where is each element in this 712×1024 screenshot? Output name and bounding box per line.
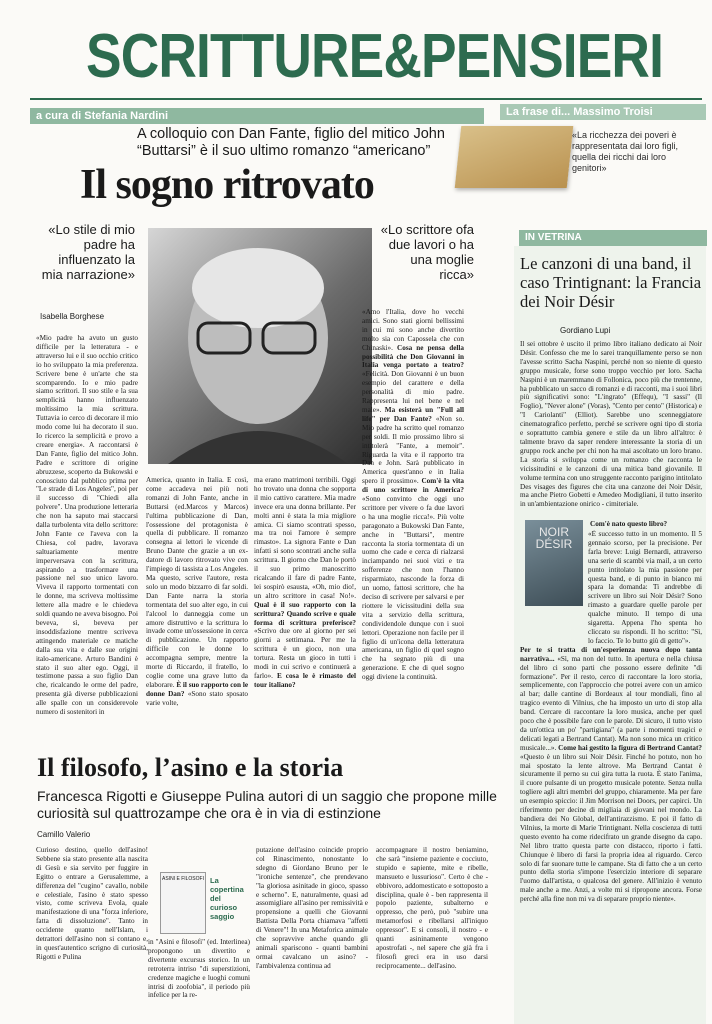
main-col-2-answer: «Sono stato sposato varie volte,	[146, 689, 248, 707]
main-col-1-text: «Mio padre ha avuto un gusto difficile per la letteratura - e attraverso lui e il suo occhio critico io ho sviluppato la mia preferenza. Scrivere bene è un'arte che sta scomparendo. Io e mio padre siamo scrittori. Il suo stile e la sua semplicità hanno influenzato moltissimo la mia scrittura. Tuttavia io cerco di decorare il mio modo come lui ha decorato il suo. Io ricerco la semplicità e provo a creare energia». A raccontarsi è Dan Fante, figlio del mitico John. Padre e scrittore di origine abruzzese, scoperto da Bukowski e conosciuto dal pubblico prima per "Le strade di Los Angeles", poi per il successo di "Chiedi alla polvere". Una produzione letteraria che non ha saputo mai staccarsi dalla turbolenta vita dello scrittore: John Fante ce l'aveva con la Chiesa, col padre, lavorava saltuariamente mentre imperversava con la scrittura, aspirando a trasformare una passione nel suo unico lavoro. Viveva il rapporto tormentati con le donne, ma scriveva moltissime lettere alla madre e le chiedeva soldi quando ne aveva bisogno. Poi beveva, sì, beveva per insoddisfazione mentre scriveva attingendo materiale ce matiche dalla sua vita e dalle sue origini italo-americane. Arturo Bandini è stato il suo alter ego. Oggi, il testimone passa a suo figlio Dan che, ricalcando le orme del padre, presenta già diverse pubblicazioni alle spalle con un considerevole numero di sostenitori in	[36, 334, 138, 717]
main-col-4-question-1: Cosa ne pensa della possibilità che Don Giovanni in Italia venga portato a teatro?	[362, 343, 464, 370]
main-col-3-question-1: Qual è il suo rapporto con la scrittura? Quando scrive e quale forma di scrittura preferisce?	[254, 600, 356, 627]
vetrina-label: IN VETRINA	[519, 230, 707, 246]
main-col-1	[36, 334, 138, 746]
vetrina-answer-3: «Questo è un libro sui Noir Désir. Finché ho potuto, non ho mai spostato la lente altrove. Ma Bertrand Cantat è sicuramente il perno su cui gira tutta la ruota. È stato l'anima, il cuore pulsante di un progetto musicale potente. Senza nulla togliere agli altri membri del gruppo, chiaramente. Ma per fare un esempio spiccio: il Jim Morrison nei Doors, per capirci. Un riferimento per decine di migliaia di giovani nel mondo. La bandiera dei No Global, dell'antirazzismo. E poi il fatto di Vilnius, la morte di Marie Trintignant. Nella coscienza di tutti questo evento ha come ridecifrato un grande disegno da capo. Nel libro tratto questa parte con distacco, riporto i fatti. Chiunque è libero di farsi la propria idea al riguardo. Cerco solo di far suonare tutte le campane. Sta di fatto che a un certo punto della storia s'impone l'esercizio interiore di separare l'uomo dall'artista, o qualcosa del genere. All'inizio è venuto male anche a me. Anzi, a volte mi si ripropone ancora. Forse perché alla fine non mi va di separare proprio niente».	[520, 752, 702, 904]
main-author: Isabella Borghese	[40, 312, 105, 321]
main-col-3-answer-1: «Scrivo due ore al giorno per sei giorni a settimana. Per me la scrittura è un gioco, non una tortura. Resta un gioco in tutti i modi in cui scrivo e continuerà a farlo».	[254, 627, 356, 680]
quote-left: «Lo stile di mio padre ha influenzato la mia narrazione»	[41, 222, 135, 282]
main-col-4-answer-3: «Sono convinto che oggi uno scrittore per vivere o fa due lavori o ha una moglie ricca!». Più volte paragonato a Bukowski Dan Fante, anche in "Buttarsi", mentre racconta la storia tormentata di un uomo che cade e cerca di rialzarsi inciampando nei suoi vizi e tra sofferenze che non l'hanno risparmiato, nasconde la forza di un uomo, fattosi scrittore, che ha deciso di scrivere per salvarsi e per riottere le vicissitudini della sua vita a servizio della scrittura, condividendole dunque con i suoi lettori. Operazione non facile per il figlio di un'icona della letteratura americana, un figlio di quel sogno che ha segnato più di una generazione. E che di quel sogno oggi diviene la continuità.	[362, 495, 464, 682]
main-col-4-answer-1: «Felicità. Don Giovanni è un buon esempio del carattere e della personalità di mio padre. Rappresenta lui nel bene e nel male».	[362, 370, 464, 414]
main-col-3-question-2: E cosa le è rimasto del tour italiano?	[254, 671, 356, 689]
main-col-4	[362, 308, 464, 746]
main-col-4-text: «Amo l'Italia, dove ho vecchi amici. Sono stati giorni bellissimi in cui mi sono anche divertito molto sia con Capossela che con Chinaski».	[362, 308, 464, 352]
main-col-2	[146, 476, 248, 746]
second-subhead: Francesca Rigotti e Giuseppe Pulina autori di un saggio che propone mille curiosità sul quattrozampe che ora è in via di estinzione	[37, 788, 497, 821]
main-col-2-question: È il suo rapporto con le donne Dan?	[146, 680, 248, 698]
portrait-photo	[148, 228, 372, 464]
vetrina-title: Le canzoni di una band, il caso Trintignant: la Francia dei Noir Désir	[520, 254, 702, 311]
main-col-3-text: ma erano matrimoni terribili. Oggi ho trovato una donna che sopporta il mio cattivo carattere. Mia madre invece era una donna brillante. Per molti anni è stata la mia migliore amica. Ci siamo scontrati spesso, ma tra noi l'amore è sempre rimasto». La signora Fante e Dan infatti si sono scontrati anche sulla scrittura. Il giorno che Dan le portò il suo primo manoscritto ricalcando il fare di padre Fante, lei sospirò esausta, «Oh, mio dio!, un altro scrittore in casa! No!».	[254, 476, 356, 600]
main-col-2-text: America, quanto in Italia. E così, come accadeva nei più noti romanzi di John Fante, anche in Buttarsi (ed.Marcos y Marcos) l'ultima pubblicazione di Dan, l'ossessione del protagonista è quella di pubblicare. Il romanzo consegna ai lettori le vicende di Bruno Dante che grazie a un ex-datore di lavoro ritrovato vive con l'impiego di tassista a Los Angeles. Ma questo, scrive l'autore, resta solo un modo bizzarro di far soldi. Dan Fante narra la storia tormentata del suo alter ego, in cui l'alcool lo danneggia come un amore distruttivo e la scrittura lo invade come un'ossessione in cerca di pubblicazione. Un rapporto difficile con le donne lo accompagna sempre, mentre la morte di Riccardo, il fratello, lo coglie come una grave lutto da elaborare.	[146, 476, 248, 689]
vetrina-body-text: Il sei ottobre è uscito il primo libro italiano dedicato ai Noir Désir. Confesso che me lo sarei tranquillamente perso se non l'avesse scritto Sacha Naspini, perché non so niente di questo gruppo musicale, forse sono troppo vecchio per loro. Sacha Naspini è un maremmano di Follonica, poco più che trentenne, ha pubblicato un sacco di romanzi e di racconti, ma i suoi libri più significativi sono: "L'ingrato" (Effequ), "I sassi" (Il Foglio), "Never alone" (Voras), "Cento per cento" (Historica) e "I Cariolanti" (Elliot). Sarebbe uno scenneggiatore cinematografico perfetto, perché se scrivere ogni tipo di storia e soprattutto cambia genere e stile da un libro all'altro: è talmente bravo da saper rendere interessante la storia di un gruppo rock anche per chi non ha mai ascoltato un loro brano. La storia si sviluppa come un romanzo che racconta le vicissitudini e le canzoni di una mitica band giovanile. Il volume termina con uno struggente racconto parigino intitolato Des visages des figures che cita una canzone dei Noir Désir, ma anche Pietro Gobetti e Amedeo Modigliani, il tutto inserito in un'ambientazione onirico - cimiteriale.	[520, 340, 702, 509]
book-cover: ASINI E FILOSOFI	[160, 872, 206, 934]
masthead: SCRITTURE&PENSIERI	[86, 22, 664, 91]
frase-text: «La ricchezza dei poveri è rappresentata dai loro figli, quella dei ricchi dai loro genitori»	[572, 130, 679, 173]
main-headline: Il sogno ritrovato	[80, 162, 374, 208]
vetrina-question-3: Come hai gestito la figura di Bertrand Cantat?	[558, 743, 702, 752]
second-col-4-text: accompagnare il nostro beniamino, che sarà "insieme paziente e cocciuto, stupido e sapiente, mite e ribelle, mansueto e lussurioso". Certo è che - ebbivoro, addomesticato e sottoposto a disciplina, quale è - ben rappresenta il popolo paziente, subalterno e oppresso, che però, può "subire una metamorfosi e ribellarsi all'iniquo oppressor". E si consoli, il nostro - e quanti asininamente vengono apostrofati -, nel sapere che già fra i filosofi greci era in uso darsi reciprocamente... dell'asino.	[376, 846, 488, 970]
vetrina-answer-1: «È successo tutto in un momento. Il 5 gennaio scorso, per la precisione. Per farla breve: Luigi Bernardi, attraverso una serie di scambi via mail, a un certo punto intitolato la mia passione per questa band, e di punto in bianco mi spara la domanda: Ti andrebbe di scrivere un libro sui Noir Désir? Sono rimasto a guardare quelle parole per qualche minuto. Il tempo di una sigaretta. Appena l'ho spenta ho cliccato su rispondi. Il ho scritto: "Sì, lo faccio. Te lo butto giù di getto"».	[588, 530, 702, 645]
second-col-4	[376, 846, 488, 1016]
frase-label: La frase di... Massimo Troisi	[500, 104, 706, 120]
second-col-3	[256, 846, 368, 1016]
quote-right: «Lo scrittore ofa due lavori o ha una moglie ricca»	[380, 222, 474, 282]
second-col-1	[36, 846, 148, 1016]
cd-cover: NOIR DÉSIR	[525, 520, 583, 606]
vetrina-question-1: Com'è nato questo libro?	[590, 520, 668, 528]
vetrina-question-2: Per te si tratta di un'esperienza nuova dopo tanta narrativa...	[520, 645, 702, 663]
main-col-4-question-3: Com'è la vita di uno scrittore in America?	[362, 477, 464, 495]
vetrina-answer-2: «Sì, ma non del tutto. In apertura e nella chiusa del libro ci sono parti che possono essere definite "di formazione". Per il resto, cerco di raccontare la loro storia, semplicemente, con l'approccio che potrei avere con un amico al bar; dalle cantine di Bordeaux al tour mondiali, fino al tragico evento di Vilnius, che ha imposto un urto di stop alla band. Cercare di raccontare la loro musica, anche per quel poco che è possibile fare con le parole. Di sicuro, il tutto visto da un'ottica un po' "partigiana" (a parte i momenti tragici e delicati legati a Bertrand Cantat). Ma non sono mica un critico musicale...».	[520, 654, 702, 752]
vetrina-interview	[520, 530, 702, 1016]
main-col-3	[254, 476, 356, 746]
vetrina-body	[520, 340, 702, 516]
second-col-2-text: in "Asini e filosofi" (ed. Interlinea) propongono un divertito e divertente excursus storico. In un retroterra intriso "di superstizioni, credenze magiche e luoghi comuni intrisi di zoofobia", il periodo più infelice per la re-	[148, 938, 250, 1000]
portrait-illustration	[148, 228, 372, 464]
second-headline: Il filosofo, l’asino e la storia	[37, 753, 344, 782]
second-author: Camillo Valerio	[37, 830, 91, 839]
main-col-4-question-2: Ma esisterà un "Full all life" per Dan Fante?	[362, 405, 464, 423]
curatore-bar: a cura di Stefania Nardini	[30, 108, 484, 124]
book-caption: La copertina del curioso saggio	[210, 876, 244, 921]
masthead-rule	[30, 98, 702, 100]
main-subhead: A colloquio con Dan Fante, figlio del mitico John “Buttarsi” è il suo ultimo romanzo “americano”	[137, 126, 445, 159]
main-col-4-answer-2: «Non so. Mio padre ha scritto quel romanzo per soldi. Il mio prossimo libro si intitolerà "Fante, a memoir". Riguarda la vita e il rapporto tra Dan e John. Sarà pubblicato in America quest'anno e in Italia spero il prossimo».	[362, 414, 464, 486]
second-col-2	[148, 938, 250, 1018]
second-col-1-text: Curioso destino, quello dell'asino! Sebbene sia stato presente alla nascita di Gesù e sia servito per fuggire in Egitto o entrare a Gerusalemme, a differenza del "cugino" cavallo, nobile e celestiale, l'asino è stato spesso visto, come scriveva Evola, quale manifestazione di una "forza inferiore, fatta di dissoluzione". Tanto in occidente quanto nell'Islam, i detrattori dell'asino non si contano e, in quest'autentico scrigno di curiosità, Rigotti e Pulina	[36, 846, 148, 961]
vetrina-author: Gordiano Lupi	[560, 326, 611, 335]
second-col-3-text: putazione dell'asino coincide proprio col Rinascimento, nonostante lo sdegno di Giordano Bruno per le "ironiche sentenze", che prendevano "la gloriosa asinitade in gioco, spasso e scherno". E, naturalmente, quasi ad assomigliare all'asino per remissività e propensione a quelli che Giovanni Battista Della Porta chiamava "affetti di Venere"! In una Metaforica animale che sopravvive anche quando gli animali spariscono - quanti bambini ormai cavalcano un asino? - l'ambivalenza continua ad	[256, 846, 368, 970]
